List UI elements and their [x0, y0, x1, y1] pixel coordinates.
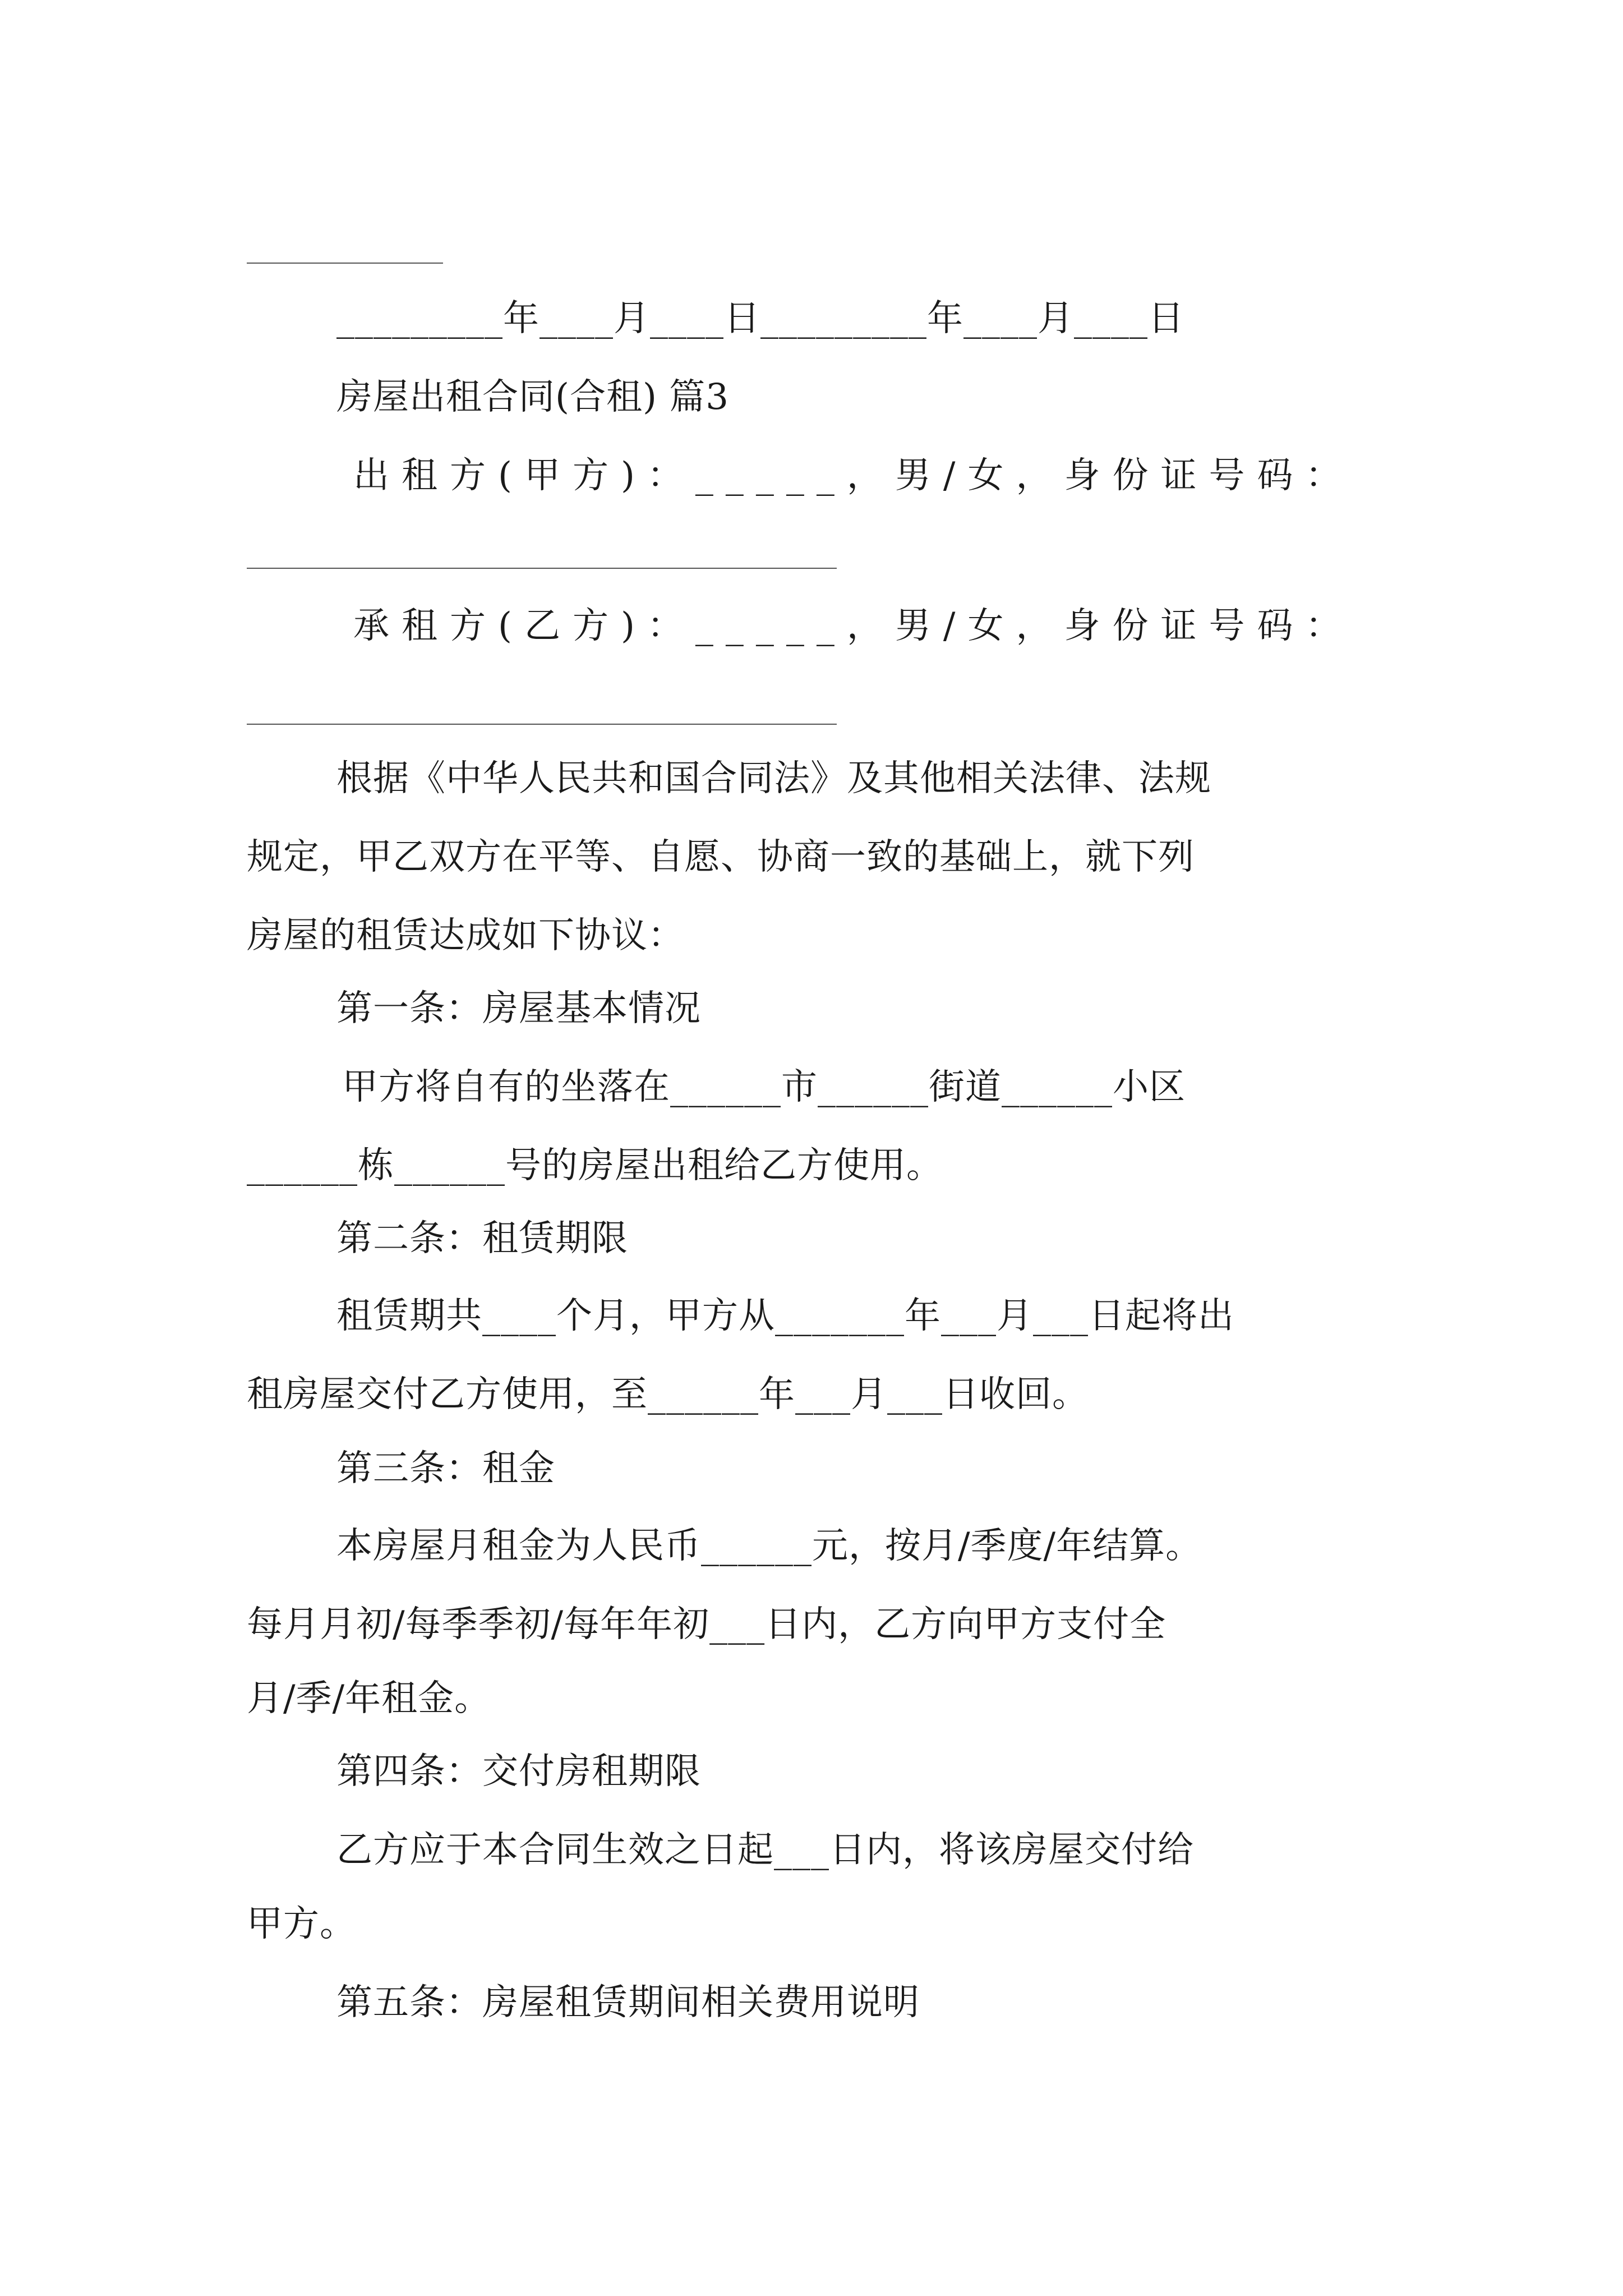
article-2-body-2: 租房屋交付乙方使用，至______年___月___日收回。 — [247, 1374, 1089, 1415]
article-3-body-3: 月/季/年租金。 — [247, 1678, 491, 1719]
article-2-heading: 第二条：租赁期限 — [336, 1218, 628, 1259]
article-2-body-1: 租赁期共____个月，甲方从_______年___月___日起将出 — [336, 1295, 1234, 1337]
signature-underline-top — [247, 263, 443, 264]
article-1-body-1: 甲方将自有的坐落在______市______街道______小区 — [342, 1066, 1186, 1108]
article-1-body-2: ______栋______号的房屋出租给乙方使用。 — [247, 1145, 943, 1186]
section-title: 房屋出租合同(合租) 篇3 — [336, 376, 729, 418]
article-3-heading: 第三条：租金 — [336, 1448, 555, 1489]
article-3-body-2: 每月月初/每季季初/每年年初___日内，乙方向甲方支付全 — [247, 1604, 1166, 1645]
party-b-line: 承租方(乙方)：_____，男/女，身份证号码： — [353, 605, 1354, 647]
preamble-line-3: 房屋的租赁达成如下协议： — [247, 915, 684, 956]
party-a-line: 出租方(甲方)：_____，男/女，身份证号码： — [353, 455, 1354, 496]
article-4-body-2: 甲方。 — [247, 1903, 356, 1945]
party-b-id-underline — [247, 724, 837, 725]
preamble-line-2: 规定，甲乙双方在平等、自愿、协商一致的基础上，就下列 — [247, 836, 1195, 878]
article-5-heading: 第五条：房屋租赁期间相关费用说明 — [336, 1982, 920, 2023]
article-4-body-1: 乙方应于本合同生效之日起___日内，将该房屋交付给 — [336, 1829, 1194, 1871]
party-a-id-underline — [247, 568, 837, 569]
article-1-heading: 第一条：房屋基本情况 — [336, 988, 701, 1029]
signature-dates: _________年____月____日_________年____月____日 — [336, 298, 1184, 339]
preamble-line-1: 根据《中华人民共和国合同法》及其他相关法律、法规 — [336, 758, 1211, 799]
article-3-body-1: 本房屋月租金为人民币______元，按月/季度/年结算。 — [336, 1525, 1202, 1567]
article-4-heading: 第四条：交付房租期限 — [336, 1751, 701, 1792]
